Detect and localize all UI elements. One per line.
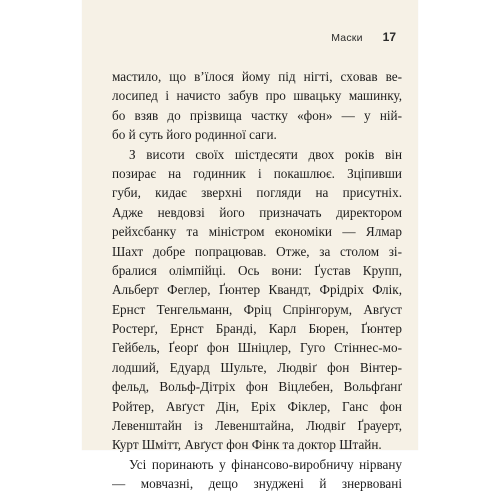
text-line: Шахт добре попрацював. Отже, за столом зі-: [112, 243, 402, 259]
text-line: — мовчазні, дещо знуджені й знервовані: [112, 476, 402, 492]
text-line: бралися олімпійці. Ось вони: Ґустав Крупп,: [112, 262, 402, 278]
text-line: Адже невдовзі його призначать директором: [112, 204, 402, 220]
text-line: бо взяв до прізвища частку «фон» — у ній-: [112, 107, 402, 123]
text-line: Гейбель, Ґеорґ фон Шніцлер, Гуго Стіннес-мо-: [112, 340, 402, 356]
text-line: рейхсбанку та міністром економіки — Ялмар: [112, 224, 402, 240]
text-line: мастило, що в’їлося йому під нігті, схoвав ве-: [112, 69, 402, 84]
chapter-title: Маски: [331, 32, 363, 44]
text-line: Усі поринають у фінансово-виробничу нірвану: [129, 456, 402, 472]
body-text: [112, 67, 402, 494]
text-line: З висоти своїх шістдесяти двох років він: [129, 146, 402, 162]
text-line: Альберт Феглер, Ґюнтер Квандт, Фрідріх Флік,: [112, 282, 402, 298]
text-line: губи, кидає зверхні погляди на присутніх.: [112, 185, 402, 201]
text-line: Ростерґ, Ернст Бранді, Карл Бюрен, Ґюнтер: [112, 321, 402, 337]
text-line: Курт Шмітт, Авґуст фон Фінк та доктор Штайн.: [112, 437, 382, 453]
text-line: позирає на годинник і покашлює. Зціпивши: [112, 165, 402, 181]
book-page: [82, 0, 418, 492]
running-head: [82, 28, 396, 46]
text-line: лодший, Едуард Шульте, Людвіґ фон Вінтер-: [112, 359, 402, 375]
text-line: Левенштайн із Левенштайна, Людвіґ Ґрауерт,: [112, 418, 402, 434]
text-line: фельд, Вольф-Дітріх фон Віцлебен, Вольфґанґ: [112, 379, 402, 395]
text-line: лосипед і начисто забув про швацьку машинку,: [112, 88, 402, 104]
page-number: 17: [382, 30, 396, 44]
text-line: Ернст Тенгельманн, Фріц Спрінгорум, Авґуст: [112, 301, 402, 317]
text-line: Ройтер, Авґуст Дін, Еріх Фіклер, Ганс фон: [112, 398, 402, 414]
text-line: бо й суть його родинної саги.: [112, 127, 277, 143]
